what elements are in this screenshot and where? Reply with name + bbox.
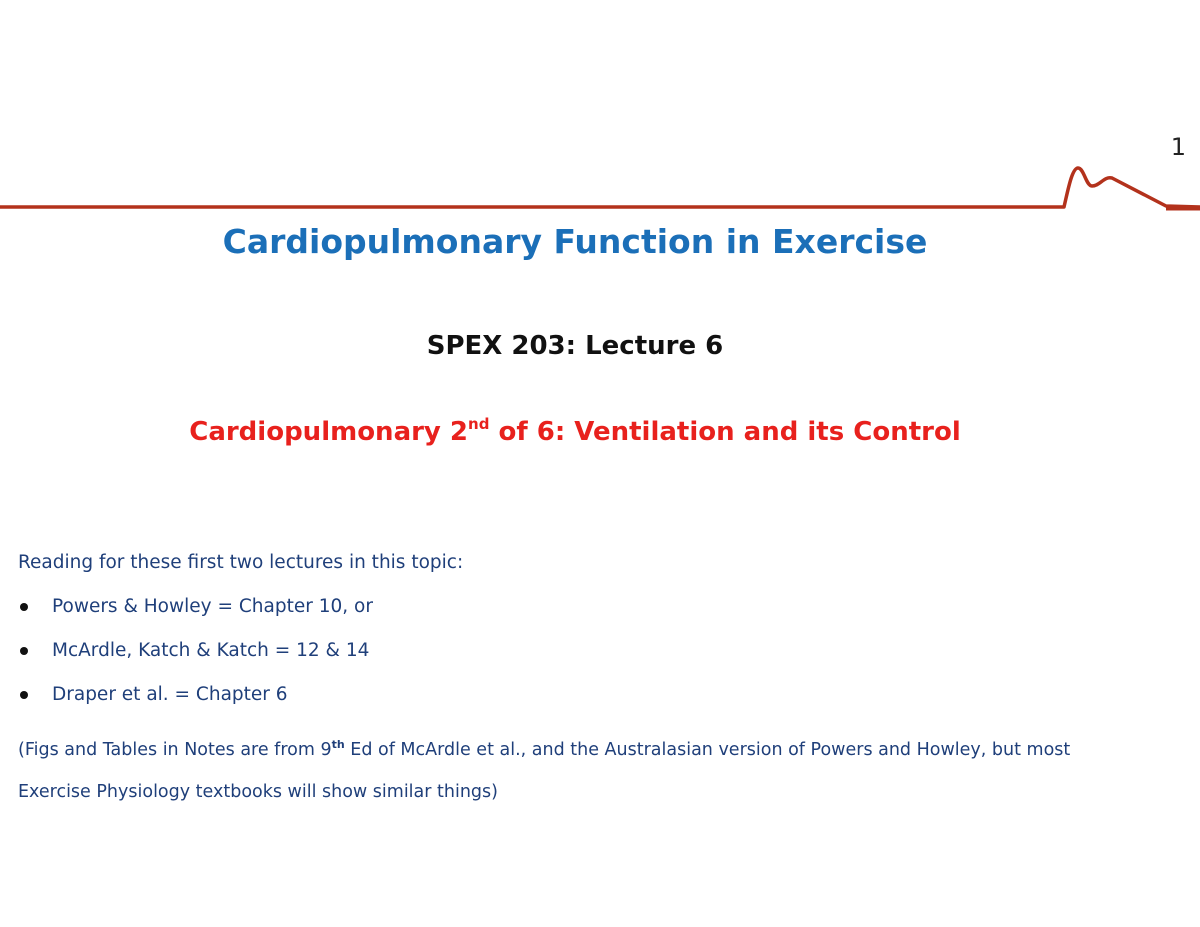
note-prefix: (Figs and Tables in Notes are from 9 [18,740,332,760]
subtitle-superscript: nd [468,415,490,433]
subtitle-suffix: of 6: Ventilation and its Control [489,417,961,447]
slide-number: 1 [1170,133,1186,161]
reading-section [18,548,1178,813]
ecg-header-line [0,150,1200,230]
note-suffix: Ed of McArdle et al., and the Australasian version of Powers and Howley, but most [344,740,1071,760]
reading-note [18,724,1178,813]
list-item [18,680,1178,710]
slide-title: Cardiopulmonary Function in Exercise [222,222,928,261]
bullet-icon [20,691,28,699]
bullet-icon [20,647,28,655]
note-superscript: th [331,738,345,751]
course-lecture: SPEX 203: Lecture 6 [426,331,724,361]
note-line-2: Exercise Physiology textbooks will show similar things) [18,782,498,802]
list-item [18,592,1178,622]
reading-item-text: Draper et al. = Chapter 6 [52,684,288,705]
reading-list [18,592,1178,710]
reading-heading: Reading for these first two lectures in this topic: [18,552,464,573]
reading-item-text: Powers & Howley = Chapter 10, or [52,596,373,617]
bullet-icon [20,603,28,611]
subtitle-prefix: Cardiopulmonary 2 [189,417,469,447]
reading-item-text: McArdle, Katch & Katch = 12 & 14 [52,640,370,661]
ecg-waveform-line [0,168,1200,207]
list-item [18,636,1178,666]
lecture-subtitle [0,415,1150,447]
